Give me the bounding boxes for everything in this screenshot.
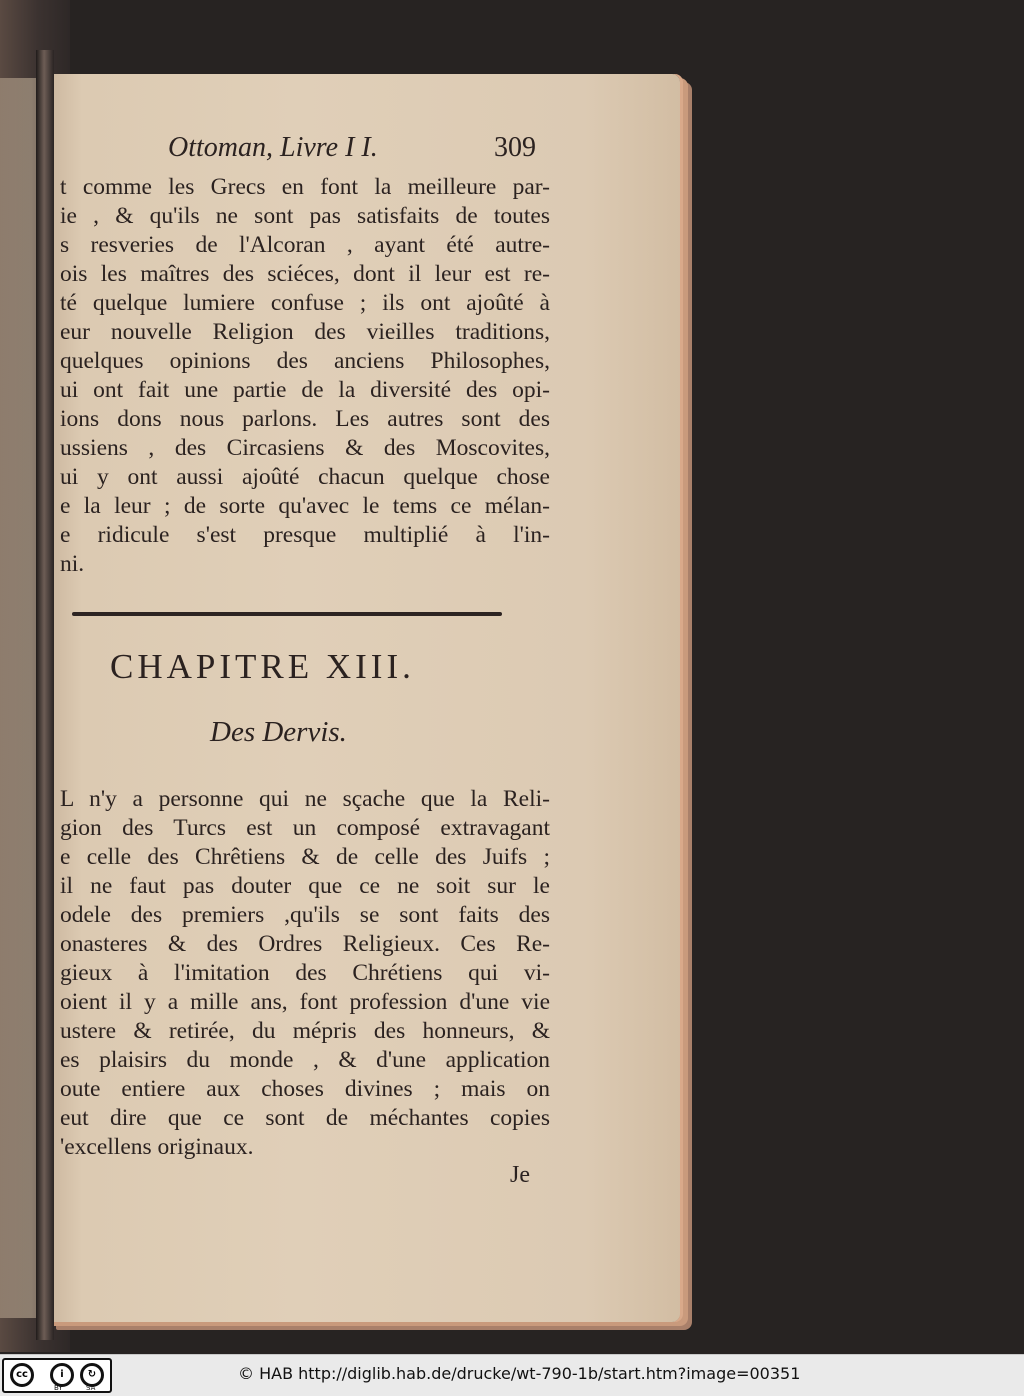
- text-line: il ne faut pas douter que ce ne soit sur le: [60, 873, 550, 899]
- chapter-title: CHAPITRE XIII.: [110, 647, 415, 686]
- text-line: eut dire que ce sont de méchantes copies: [60, 1105, 550, 1131]
- text-line: ustere & retirée, du mépris des honneurs, &: [60, 1018, 550, 1044]
- text-line: e celle des Chrêtiens & de celle des Juifs ;: [60, 844, 550, 870]
- license-sa-label: SA: [86, 1384, 96, 1392]
- text-line: gieux à l'imitation des Chrétiens qui vi-: [60, 960, 550, 986]
- text-line: s resveries de l'Alcoran , ayant été autre-: [60, 232, 550, 258]
- text-line: es plaisirs du monde , & d'une application: [60, 1047, 550, 1073]
- text-line: ois les maîtres des sciéces, dont il leur est re-: [60, 261, 550, 287]
- text-line: ni.: [60, 551, 85, 577]
- text-line: odele des premiers ,qu'ils se sont faits des: [60, 902, 550, 928]
- cc-icon: cc: [10, 1363, 34, 1387]
- share-alike-icon: ↻: [80, 1363, 104, 1387]
- text-line: L n'y a personne qui ne sçache que la Reli-: [60, 786, 550, 812]
- text-line: gion des Turcs est un composé extravagant: [60, 815, 550, 841]
- text-line: t comme les Grecs en font la meilleure par-: [60, 174, 550, 200]
- text-line: 'excellens originaux.: [60, 1134, 254, 1160]
- text-line: ions dons nous parlons. Les autres sont des: [60, 406, 550, 432]
- text-line: té quelque lumiere confuse ; ils ont ajoûté à: [60, 290, 550, 316]
- book-gutter: [36, 50, 54, 1340]
- text-line: quelques opinions des anciens Philosophes,: [60, 348, 550, 374]
- footer-credit[interactable]: © HAB http://diglib.hab.de/drucke/wt-790-1b/start.htm?image=00351: [238, 1364, 801, 1383]
- catchword: Je: [510, 1162, 530, 1188]
- section-rule: [72, 612, 502, 616]
- text-line: ui y ont aussi ajoûté chacun quelque chose: [60, 464, 550, 490]
- footer-bar: [0, 1354, 1024, 1396]
- running-title: Ottoman, Livre I I.: [168, 132, 378, 163]
- text-line: eur nouvelle Religion des vieilles traditions,: [60, 319, 550, 345]
- text-line: ui ont fait une partie de la diversité des opi-: [60, 377, 550, 403]
- text-line: ie , & qu'ils ne sont pas satisfaits de toutes: [60, 203, 550, 229]
- text-line: onasteres & des Ordres Religieux. Ces Re-: [60, 931, 550, 957]
- text-line: e la leur ; de sorte qu'avec le tems ce mélan-: [60, 493, 550, 519]
- text-line: e ridicule s'est presque multiplié à l'in-: [60, 522, 550, 548]
- text-line: ussiens , des Circasiens & des Moscovites,: [60, 435, 550, 461]
- license-by-label: BY: [54, 1384, 63, 1392]
- attribution-icon: i: [50, 1363, 74, 1387]
- running-head: [168, 132, 568, 172]
- text-line: oute entiere aux choses divines ; mais on: [60, 1076, 550, 1102]
- page-number: 309: [494, 132, 536, 163]
- text-line: oient il y a mille ans, font profession d'une vie: [60, 989, 550, 1015]
- chapter-subtitle: Des Dervis.: [210, 716, 347, 748]
- cc-license-badge[interactable]: [2, 1358, 112, 1393]
